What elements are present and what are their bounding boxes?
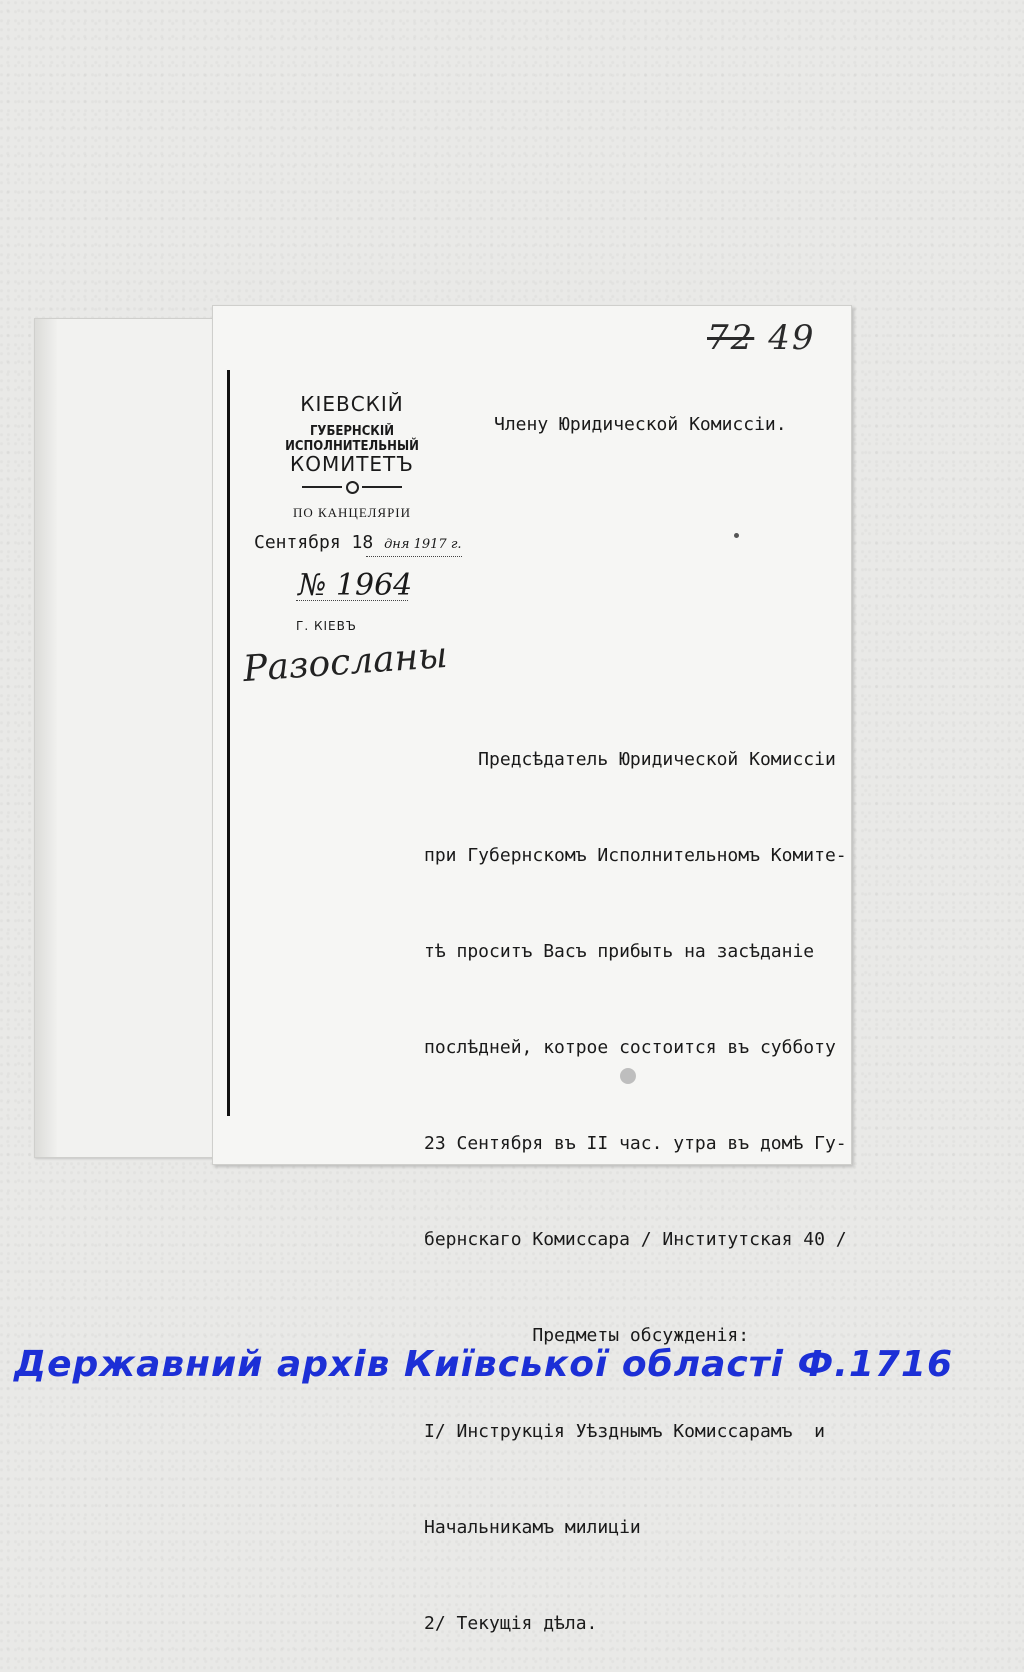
date-underline (366, 556, 462, 557)
addressee: Члену Юридической Комиссіи. (494, 414, 787, 435)
date-year: дня 1917 г. (384, 537, 462, 552)
letter-body (424, 680, 847, 1672)
struck-page-number: 72 (707, 318, 755, 358)
body-line: послѣдней, котрое состоится въ субботу (424, 1037, 836, 1058)
back-sheet (34, 318, 236, 1158)
handwritten-note: Разосланы (241, 634, 449, 691)
body-line: бернскаго Комиссара / Институтская 40 / (424, 1229, 847, 1250)
body-line: тѣ проситъ Васъ прибыть на засѣданіе (424, 941, 815, 962)
ink-spot (734, 533, 739, 538)
body-line: при Губернскомъ Исполнительномъ Комите- (424, 845, 847, 866)
body-line: I/ Инструкція Уѣзднымъ Комиссарамъ и (424, 1421, 825, 1442)
letterhead-line-1: КІЕВСКІЙ (300, 392, 404, 416)
paper-fold (35, 319, 57, 1157)
ornament-divider (302, 481, 402, 493)
outgoing-number: № 1964 (298, 568, 413, 603)
current-page-number: 49 (768, 318, 816, 358)
body-line: Предсѣдатель Юридической Комиссіи (424, 749, 836, 770)
date-month: Сентября 18 (254, 532, 374, 553)
letter-date (254, 532, 462, 553)
archive-page-number (707, 318, 816, 358)
letterhead-department: ПО КАНЦЕЛЯРІИ (292, 505, 412, 520)
body-line: 2/ Текущія дѣла. (424, 1613, 598, 1634)
body-line: 23 Сентября въ II час. утра въ домѣ Гу- (424, 1133, 847, 1154)
letterhead-line-2: ГУБЕРНСКІЙ ИСПОЛНИТЕЛЬНЫЙ (285, 424, 419, 454)
archive-caption: Державний архів Київської області Ф.1716 (14, 1344, 954, 1385)
letterhead-line-3: КОМИТЕТЪ (290, 452, 414, 476)
body-line: Предметы обсужденія: (424, 1325, 750, 1346)
number-underline (296, 600, 408, 601)
ink-blot (620, 1068, 636, 1084)
margin-rule (227, 370, 230, 1116)
body-line: Начальникамъ милиціи (424, 1517, 641, 1538)
letterhead-city: Г. КІЕВЪ (296, 619, 357, 633)
